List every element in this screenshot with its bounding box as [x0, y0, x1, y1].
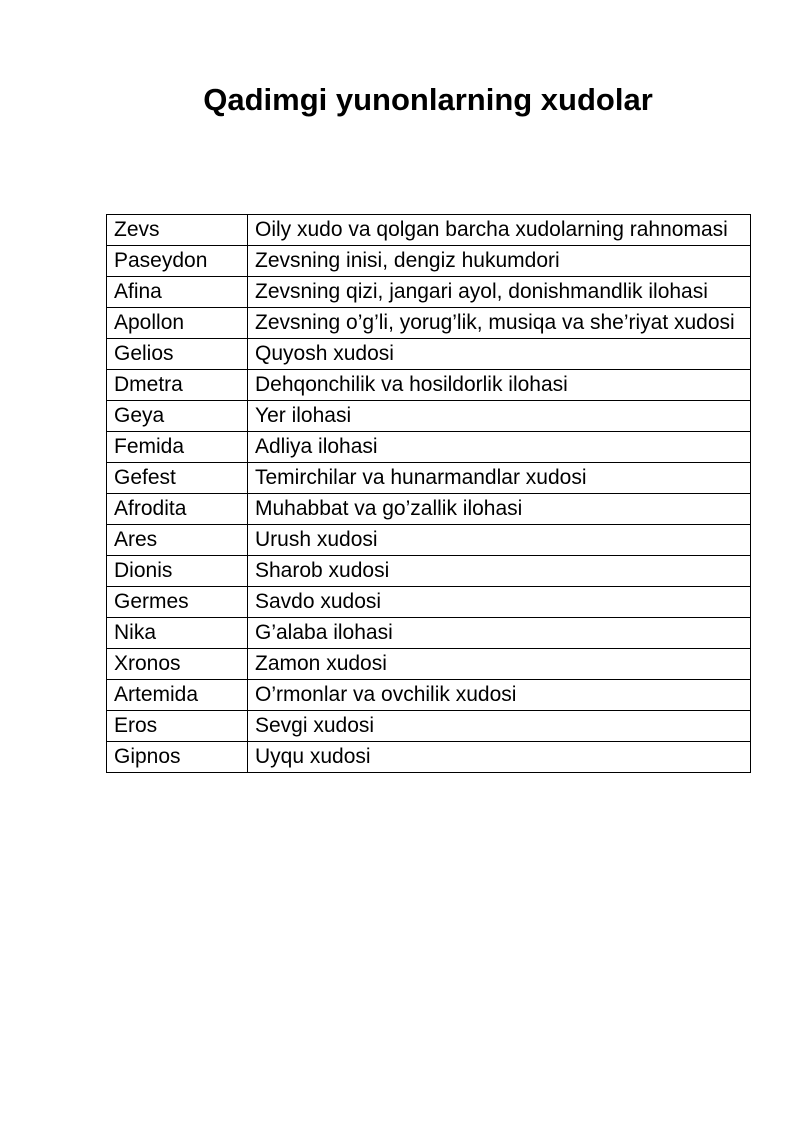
god-name: Gefest	[107, 463, 248, 494]
god-name: Xronos	[107, 649, 248, 680]
god-description: Zevsning inisi, dengiz hukumdori	[248, 246, 751, 277]
table-row	[107, 618, 751, 649]
table-row	[107, 649, 751, 680]
god-name: Femida	[107, 432, 248, 463]
table-row	[107, 587, 751, 618]
god-description: Muhabbat va go’zallik ilohasi	[248, 494, 751, 525]
god-description: Oily xudo va qolgan barcha xudolarning rahnomasi	[248, 215, 751, 246]
god-name: Germes	[107, 587, 248, 618]
god-description: Sevgi xudosi	[248, 711, 751, 742]
god-description: Dehqonchilik va hosildorlik ilohasi	[248, 370, 751, 401]
god-description: Uyqu xudosi	[248, 742, 751, 773]
table-row	[107, 494, 751, 525]
table-row	[107, 711, 751, 742]
god-name: Zevs	[107, 215, 248, 246]
god-name: Gelios	[107, 339, 248, 370]
table-row	[107, 463, 751, 494]
god-name: Artemida	[107, 680, 248, 711]
table-row	[107, 680, 751, 711]
god-name: Paseydon	[107, 246, 248, 277]
god-description: Adliya ilohasi	[248, 432, 751, 463]
table-row	[107, 742, 751, 773]
table-row	[107, 525, 751, 556]
table-row	[107, 370, 751, 401]
table-row	[107, 277, 751, 308]
table-row	[107, 432, 751, 463]
god-description: O’rmonlar va ovchilik xudosi	[248, 680, 751, 711]
god-description: Urush xudosi	[248, 525, 751, 556]
table-row	[107, 308, 751, 339]
god-name: Dionis	[107, 556, 248, 587]
table-row	[107, 215, 751, 246]
god-description: Zevsning o’g’li, yorug’lik, musiqa va she’riyat xudosi	[248, 308, 751, 339]
page-title: Qadimgi yunonlarning xudolar	[203, 82, 653, 117]
god-description: Zamon xudosi	[248, 649, 751, 680]
god-name: Afina	[107, 277, 248, 308]
god-name: Eros	[107, 711, 248, 742]
table-row	[107, 556, 751, 587]
god-name: Gipnos	[107, 742, 248, 773]
table-row	[107, 339, 751, 370]
god-name: Afrodita	[107, 494, 248, 525]
god-name: Nika	[107, 618, 248, 649]
god-name: Apollon	[107, 308, 248, 339]
god-description: Sharob xudosi	[248, 556, 751, 587]
gods-table	[106, 214, 751, 773]
table-row	[107, 246, 751, 277]
god-name: Dmetra	[107, 370, 248, 401]
god-description: G’alaba ilohasi	[248, 618, 751, 649]
god-description: Savdo xudosi	[248, 587, 751, 618]
god-description: Quyosh xudosi	[248, 339, 751, 370]
god-description: Yer ilohasi	[248, 401, 751, 432]
god-description: Temirchilar va hunarmandlar xudosi	[248, 463, 751, 494]
table-row	[107, 401, 751, 432]
god-name: Geya	[107, 401, 248, 432]
god-name: Ares	[107, 525, 248, 556]
god-description: Zevsning qizi, jangari ayol, donishmandlik ilohasi	[248, 277, 751, 308]
